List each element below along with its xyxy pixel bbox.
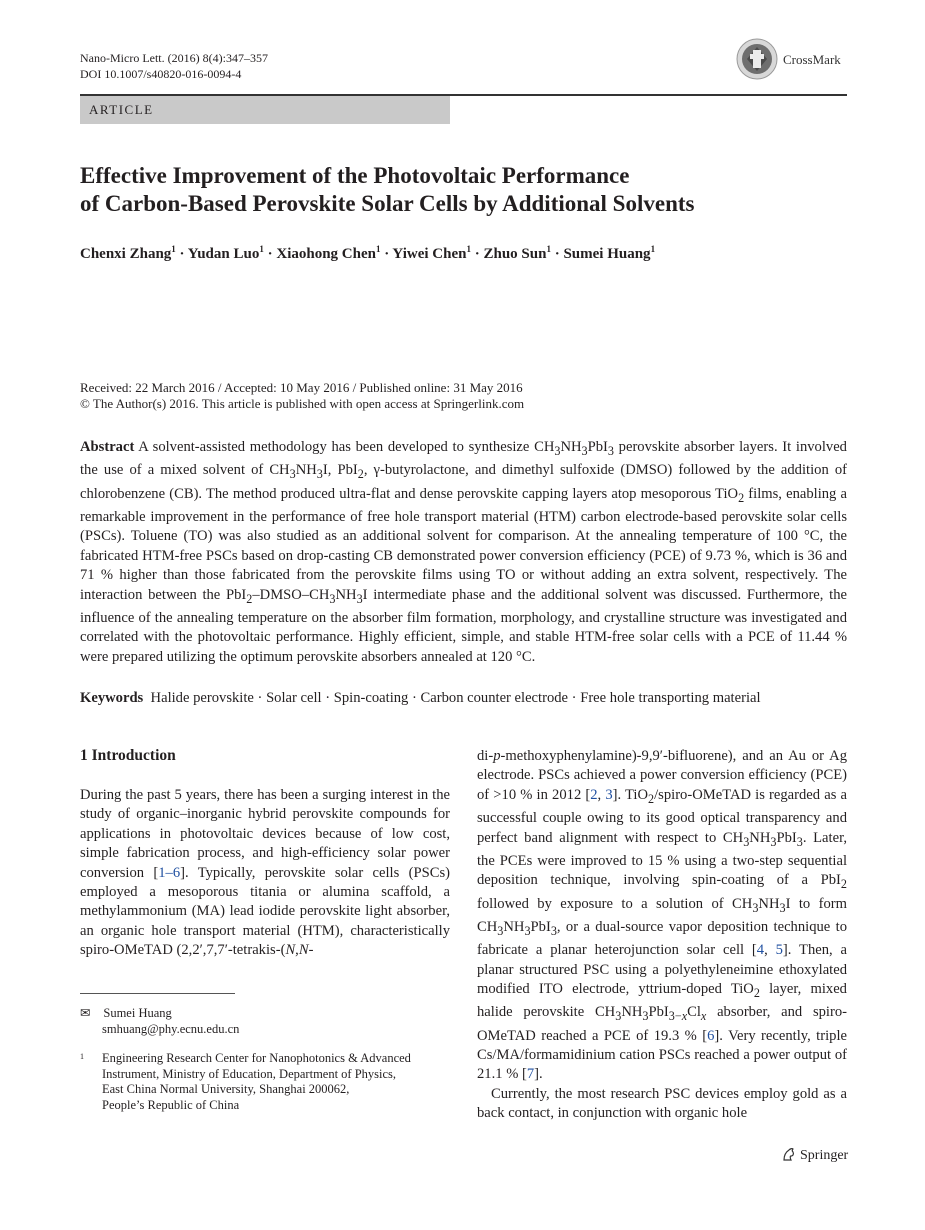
paragraph: During the past 5 years, there has been a surging interest in the study of organic–inorganic hybrid perovskite compounds for applications in photovoltaic devices because of low cost, simple fabrication process, and high-efficiency solar power conversion [1–6]. Typically, perovskite solar cells (PSCs) employed a mesoporous titania or alumina scaffold, a methylammonium (MA) lead iodide perovskite light absorber, an organic hole transport material (HTM), characteristically spiro-OMeTAD (2,2′,7,7′-tetrakis-(N,N- [80,787,451,959]
citation-link[interactable]: 1–6 [158,864,181,881]
affiliation [80,1051,440,1113]
body-column-left [80,786,450,961]
journal-citation: Nano-Micro Lett. (2016) 8(4):347–357 [80,51,268,65]
citation-link[interactable]: 2 [590,786,598,803]
journal-header [80,50,268,82]
keywords: Keywords Halide perovskite · Solar cell · Spin-coating · Carbon counter electrode · Free hole transporting material [80,690,761,706]
contact-email[interactable]: smhuang@phy.ecnu.edu.cn [102,1022,240,1036]
abstract-label: Abstract [80,439,135,455]
article-type-bar [80,96,450,124]
affiliation-line: East China Normal University, Shanghai 200062, [102,1082,350,1096]
article-type: ARTICLE [89,102,154,117]
article-title [80,162,840,218]
springer-logo [781,1146,848,1164]
footnote-rule [80,993,235,994]
springer-label: Springer [800,1148,849,1163]
author[interactable]: Chenxi Zhang$^1$ [80,244,176,262]
body-column-right [477,747,847,1124]
dates-line: Received: 22 March 2016 / Accepted: 10 May 2016 / Published online: 31 May 2016 [80,380,523,395]
affiliation-line: People’s Republic of China [102,1097,240,1112]
citation-link[interactable]: 6 [707,1027,715,1044]
keyword: Halide perovskite [150,690,254,706]
title-line-2: of Carbon-Based Perovskite Solar Cells by Additional Solvents [80,191,695,216]
springer-horse-icon [781,1146,797,1162]
crossmark-badge[interactable] [736,38,856,84]
author-list: Chenxi Zhang$^1$ · Yudan Luo$^1$ · Xiaohong Chen$^1$ · Yiwei Chen$^1$ · Zhuo Sun$^1$ · Sumei Huang$^1$ [80,244,656,262]
author[interactable]: Yudan Luo$^1$ [187,244,264,262]
crossmark-icon [736,38,778,80]
paragraph: Currently, the most research PSC devices employ gold as a back contact, in conjunction with organic hole [477,1085,847,1122]
citation-link[interactable]: 5 [775,942,783,959]
author[interactable]: Xiaohong Chen$^1$ [276,244,381,262]
keyword: Solar cell [266,690,322,706]
corresponding-author [80,1005,239,1037]
copyright-line: © The Author(s) 2016. This article is published with open access at Springerlink.com [80,396,525,411]
citation-link[interactable]: 7 [526,1066,535,1083]
citation-link[interactable]: 4 [756,942,765,959]
paragraph: di-p-methoxyphenylamine)-9,9′-bifluorene), and an Au or Ag electrode. PSCs achieved a power conversion efficiency (PCE) of >10 % in 2012 [2, 3]. TiO$_2$/spiro-OMeTAD is regarded as a successful couple owing to its good optical transparency and perfect band alignment with respect to $CH_3NH_3PbI_3$. Later, the PCEs were improved to 15 % using a two-step sequential deposition technique, involving spin-coating of a PbI$_2$ followed by exposure to a solution of $CH_3NH_3I$ to form $CH_3NH_3PbI_3$, or a dual-source vapor deposition technique to fabricate a planar heterojunction solar cell [4, 5]. Then, a planar structured PSC using a polyethyleneimine ethoxylated modified ITO electrode, yttrium-doped TiO$_2$ layer, mixed halide perovskite $CH_3NH_3PbI_{3-x}Cl_x$ absorber, and spiro-OMeTAD reached a PCE of 19.3 % [6]. Very recently, triple Cs/MA/formamidinium cation PSCs reached a power output of 21.1 % [7]. [477,748,848,1083]
keywords-label: Keywords [80,690,144,706]
section-heading-introduction: 1 Introduction [80,747,176,764]
author[interactable]: Zhuo Sun$^1$ [483,244,551,262]
affiliation-line: Instrument, Ministry of Education, Department of Physics, [102,1066,397,1081]
keyword: Free hole transporting material [580,690,761,706]
author[interactable]: Yiwei Chen$^1$ [392,244,471,262]
publication-dates [80,380,524,412]
citation-link[interactable]: 3 [605,786,613,803]
abstract: Abstract A solvent-assisted methodology has been developed to synthesize $CH_3NH_3PbI_3$ perovskite absorber layers. It involved the use of a mixed solvent of $CH_3NH_3I$, PbI$_2$, γ-butyrolactone, and dimethyl sulfoxide (DMSO) followed by the addition of chlorobenzene (CB). The method produced ultra-flat and dense perovskite capping layers atop mesoporous TiO$_2$ films, enabling a remarkable improvement in the performance of free hole transport material (HTM) carbon electrode-based perovskite solar cells (PSCs). Toluene (TO) was also studied as an additional solvent for comparison. At the annealing temperature of 100 °C, the fabricated HTM-free PSCs based on drop-casting CB demonstrated power conversion efficiency (PCE) of 9.73 %, which is 36 and 71 % higher than those fabricated from the perovskite films using TO or without adding an extra solvent, respectively. The interaction between the $PbI_2-DMSO-CH_3NH_3I$ intermediate phase and the additional solvent was discussed. Furthermore, the influence of the annealing temperature on the absorber film formation, morphology, and crystalline structure was investigated and correlated with the photovoltaic performance. Highly efficient, simple, and stable HTM-free solar cells with a PCE of 11.44 % were prepared utilizing the optimum perovskite absorbers annealed at 120 °C. [80,439,847,665]
author[interactable]: Sumei Huang$^1$ [563,244,656,262]
doi[interactable]: DOI 10.1007/s40820-016-0094-4 [80,67,242,81]
keyword: Carbon counter electrode [420,690,569,706]
title-line-1: Effective Improvement of the Photovoltaic Performance [80,163,630,188]
affiliation-line: Engineering Research Center for Nanophotonics & Advanced [102,1051,411,1065]
affiliation-number: 1 [80,1052,84,1061]
keyword: Spin-coating [333,690,409,706]
crossmark-label: CrossMark [783,52,841,67]
contact-name: Sumei Huang [103,1006,172,1020]
envelope-icon: ✉ [80,1006,91,1020]
